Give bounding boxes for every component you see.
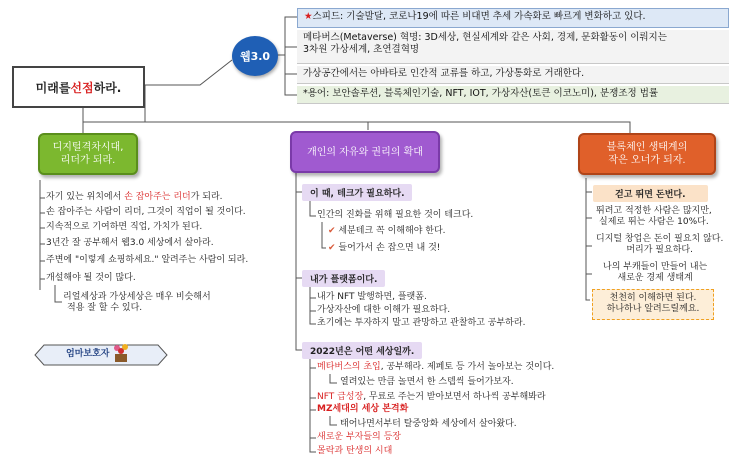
center-pill-platform: 내가 플랫폼이다. xyxy=(302,270,385,287)
right-item-line2: 새로운 경제 생태계 xyxy=(617,273,693,284)
center-red-text: 메타버스의 초입 xyxy=(317,362,381,372)
center-check-item xyxy=(328,226,446,237)
top-item-metaverse xyxy=(297,30,729,64)
right-category-box xyxy=(578,133,716,175)
left-item-red: 손 잡아주는 리더 xyxy=(124,192,191,202)
center-subline: 태어나면서부터 탈중앙화 세상에서 살아왔다. xyxy=(340,419,517,429)
left-item-text: 가 되라. xyxy=(190,192,223,202)
right-item-line1: 뛰려고 적정한 사람은 많지만, xyxy=(596,206,712,216)
center-line: 초기에는 투자하지 말고 관망하고 관찰하고 공부하라. xyxy=(317,318,526,328)
top-item-text: 메타버스(Metaverse) 혁명: 3D세상, 현실세계와 같은 사회, 경제, 문화활동이 이뤄지는 xyxy=(303,32,667,43)
center-line: MZ세대의 세상 본격화 xyxy=(317,404,409,414)
badge-label: 엄마보호자 xyxy=(66,349,110,359)
right-item-line1: 나의 부캐들이 만들어 내는 xyxy=(603,262,708,272)
center-line xyxy=(317,392,546,403)
hub-web3 xyxy=(232,36,278,76)
right-note-line2: 하나하나 알려드릴께요. xyxy=(606,304,700,315)
right-item xyxy=(603,262,707,285)
center-title: 개인의 자유와 권리의 확대 xyxy=(307,146,423,158)
center-text: , 공부해라. 제페토 등 가서 놀아보는 것이다. xyxy=(380,362,555,372)
center-check-item xyxy=(328,243,440,254)
check-text: 들어가서 손 잡으면 내 것! xyxy=(338,243,441,253)
flower-pot-icon xyxy=(112,343,130,363)
right-pill: 걷고 뛰면 돈번다. xyxy=(593,185,708,202)
top-item-text: 3차원 가상세계, 초연결혁명 xyxy=(303,44,420,56)
left-item: 지속적으로 기여하면 직업, 가치가 된다. xyxy=(46,222,203,232)
right-title-line1: 블록체인 생태계의 xyxy=(606,142,688,153)
center-category-box xyxy=(290,131,440,173)
center-pill-tech: 이 때, 테크가 필요하다. xyxy=(302,184,412,201)
root-text-pre: 미래를 xyxy=(35,80,71,95)
center-subline: 열려있는 만큼 놀면서 한 스텝씩 들어가보자. xyxy=(340,377,514,387)
left-item: 개설해야 될 것이 많다. xyxy=(46,273,136,283)
center-line: 내가 NFT 발행하면, 플랫폼. xyxy=(317,292,427,302)
left-item-text: 자기 있는 위치에서 xyxy=(46,192,125,202)
right-item-line2: 실제로 뛰는 사람은 10%다. xyxy=(599,217,709,228)
check-icon: ✔ xyxy=(328,243,336,253)
center-line: 인간의 진화를 위해 필요한 것이 테크다. xyxy=(317,210,474,220)
left-title-line2: 리더가 되라. xyxy=(60,155,116,166)
top-item-terms xyxy=(297,86,729,104)
left-item: 주변에 "이렇게 쇼핑하세요." 알려주는 사람이 되라. xyxy=(46,255,249,265)
top-item-text: 가상공간에서는 아바타로 인간적 교류를 하고, 가상통화로 거래한다. xyxy=(303,68,585,79)
center-line: 가상자산에 대한 이해가 필요하다. xyxy=(317,305,451,315)
root-title xyxy=(12,66,145,108)
left-subitem xyxy=(63,292,211,315)
root-text-post: 하라. xyxy=(93,80,122,95)
center-line: 새로운 부자들의 등장 xyxy=(317,432,401,442)
right-note-line1: 천천히 이해하면 된다. xyxy=(609,293,697,303)
left-item: 3년간 잘 공부해서 웹3.0 세상에서 살아라. xyxy=(46,238,214,248)
center-pill-2022: 2022년은 어떤 세상일까. xyxy=(302,342,422,359)
check-icon: ✔ xyxy=(328,226,336,236)
top-item-text: 스피드: 기술발달, 코로나19에 따른 비대면 추세 가속화로 빠르게 변화하고 있다. xyxy=(312,11,646,22)
right-item-line1: 디지털 창업은 돈이 필요치 않다. xyxy=(596,234,724,244)
center-line: 몰락과 탄생의 시대 xyxy=(317,446,393,456)
left-subitem-line2: 적용 잘 할 수 있다. xyxy=(67,303,143,314)
star-icon: ★ xyxy=(304,11,313,22)
top-item-text: *용어: 보안솔루션, 블록체인기술, NFT, IOT, 가상자산(토큰 이코노미), 분쟁조정 법률 xyxy=(303,88,659,99)
right-item xyxy=(596,234,723,257)
left-category-box xyxy=(38,133,138,175)
right-note xyxy=(592,289,714,320)
root-text-highlight: 선점 xyxy=(70,80,94,95)
right-item-line2: 머리가 필요하다. xyxy=(626,245,693,256)
right-item xyxy=(596,206,712,229)
check-text: 세분테크 꼭 이해해야 한다. xyxy=(338,226,446,236)
left-item xyxy=(46,192,223,203)
center-text: , 무료로 주는거 받아보면서 하나씩 공부해봐라 xyxy=(363,392,546,402)
left-item: 손 잡아주는 사람이 리더, 그것이 직업이 될 것이다. xyxy=(46,207,246,217)
right-title-line2: 작은 오너가 되자. xyxy=(608,155,686,166)
left-subitem-line1: 리얼세상과 가상세상은 매우 비슷해서 xyxy=(63,292,211,302)
center-line xyxy=(317,362,554,373)
top-item-speed xyxy=(297,8,729,28)
top-item-avatar xyxy=(297,66,729,84)
left-title-line1: 디지털격차시대, xyxy=(52,142,124,153)
center-red-text: NFT 급성장 xyxy=(317,392,364,402)
hub-label: 웹3.0 xyxy=(239,50,271,63)
